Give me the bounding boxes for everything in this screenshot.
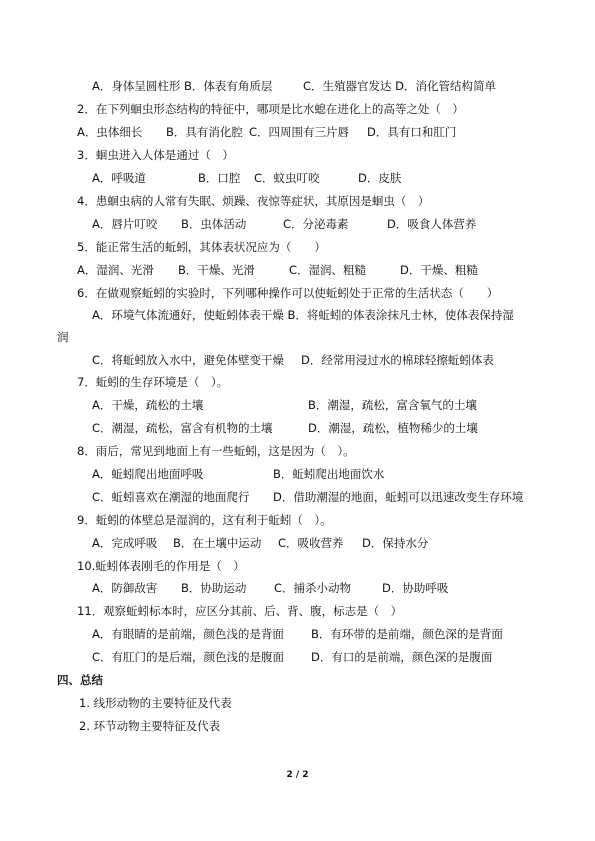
option-d: D．借助潮湿的地面，蚯蚓可以迅速改变生存环境: [273, 490, 524, 504]
q8-options-line-2: [92, 489, 524, 505]
q1-options-line: [92, 78, 497, 94]
question-text: 4．患蛔虫病的人常有失眠、烦躁、夜惊等症状，其原因是蛔虫（ ）: [77, 194, 430, 208]
option-c: C．潮湿，疏松，富含有机物的土壤: [92, 421, 273, 435]
summary-text: 1. 线形动物的主要特征及代表: [79, 696, 232, 710]
option-c: C．蚯蚓喜欢在潮湿的地面爬行: [92, 490, 250, 504]
option-a: A．虫体细长: [77, 125, 143, 139]
option-b: B．口腔: [198, 171, 241, 185]
question-3: [77, 147, 234, 163]
option-b: B．蚯蚓爬出地面饮水: [273, 467, 385, 481]
question-text: 8．雨后，常见到地面上有一些蚯蚓，这是因为（ ）。: [77, 444, 355, 458]
option-c: C．吸收营养: [278, 536, 344, 550]
option-b: B．在土壤中运动: [173, 536, 262, 550]
q5-options-line: [77, 262, 478, 278]
option-a: A．有眼睛的是前端，颜色浅的是背面: [92, 627, 284, 641]
section-heading-summary: [57, 672, 103, 688]
option-b: B．有环带的是前端，颜色深的是背面: [311, 627, 503, 641]
question-7: [77, 374, 228, 390]
question-text: 3．蛔虫进入人体是通过（ ）: [77, 148, 234, 162]
question-text: 7．蚯蚓的生存环境是（ ）。: [77, 375, 229, 389]
q11-options-line-2: [92, 649, 493, 665]
question-2: [77, 101, 464, 117]
option-c: C．捕杀小动物: [274, 581, 352, 595]
question-5: [77, 239, 326, 255]
option-b: B．潮湿，疏松，富含氧气的土壤: [308, 398, 477, 412]
q6-options-wrap: [57, 329, 69, 345]
option-d: D．协助呼吸: [382, 581, 449, 595]
option-ab: A．身体呈圆柱形 B．体表有角质层: [92, 79, 273, 93]
option-b: B．具有消化腔: [166, 125, 243, 139]
q7-options-line-2: [92, 420, 478, 436]
question-11: [77, 603, 402, 619]
question-text: 5．能正常生活的蚯蚓，其体表状况应为（ ）: [77, 240, 326, 254]
q6-options-line-2: [92, 352, 494, 368]
option-d: D．吸食人体营养: [387, 217, 477, 231]
question-text: 6．在做观察蚯蚓的实验时，下列哪种操作可以使蚯蚓处于正常的生活状态（ ）: [77, 286, 499, 300]
q3-options-line: [92, 170, 402, 186]
option-b: B．干燥、光滑: [178, 263, 255, 277]
summary-item-1: [79, 695, 232, 711]
option-d: D．经常用浸过水的棉球轻擦蚯蚓体表: [301, 353, 494, 367]
question-text: 9．蚯蚓的体壁总是湿润的，这有利于蚯蚓（ ）。: [77, 513, 332, 527]
option-a: A．完成呼吸: [92, 536, 158, 550]
option-d: D．皮肤: [358, 171, 402, 185]
question-8: [77, 443, 355, 459]
q11-options-line-1: [92, 626, 503, 642]
q4-options-line: [92, 216, 477, 232]
question-4: [77, 193, 429, 209]
summary-item-2: [79, 718, 220, 734]
question-6: [77, 285, 498, 301]
option-a: A．干燥，疏松的土壤: [92, 398, 204, 412]
option-c: C．湿润、粗糙: [289, 263, 367, 277]
question-text: 2．在下列蛔虫形态结构的特征中，哪项是比水螅在进化上的高等之处（ ）: [77, 102, 464, 116]
section-title: 四、总结: [57, 673, 103, 687]
question-text: 10.蚯蚓体表刚毛的作用是（ ）: [77, 559, 245, 573]
question-text: 11．观察蚯蚓标本时，应区分其前、后、背、腹，标志是（ ）: [77, 604, 403, 618]
option-cd: C．生殖器官发达 D．消化管结构简单: [303, 79, 497, 93]
q6-options-line-1: [92, 307, 514, 323]
q2-options-line: [77, 124, 457, 140]
option-c: C．分泌毒素: [283, 217, 349, 231]
option-d: D．干燥、粗糙: [400, 263, 478, 277]
option-c: C．蚊虫叮咬: [254, 171, 320, 185]
q9-options-line: [92, 535, 429, 551]
option-d: D．具有口和肛门: [367, 125, 457, 139]
option-a: A．防御敌害: [92, 581, 158, 595]
option-b: B．虫体活动: [181, 217, 247, 231]
option-d: D．潮湿，疏松，植物稀少的土壤: [308, 421, 478, 435]
option-a: A．呼吸道: [92, 171, 146, 185]
question-9: [77, 512, 332, 528]
option-c: C．四周围有三片唇: [249, 125, 350, 139]
option-b: B．协助运动: [181, 581, 247, 595]
q8-options-line-1: [92, 466, 385, 482]
option-a: A．蚯蚓爬出地面呼吸: [92, 467, 204, 481]
page-number: 2 / 2: [286, 770, 309, 780]
option-ab: A．环境气体流通好，使蚯蚓体表干燥 B．将蚯蚓的体表涂抹凡士林，使体表保持湿: [92, 308, 514, 322]
option-d: D．保持水分: [362, 536, 429, 550]
wrapped-text: 润: [57, 330, 69, 344]
summary-text: 2. 环节动物主要特征及代表: [79, 719, 221, 733]
option-d: D．有口的是前端，颜色深的是腹面: [311, 650, 493, 664]
q7-options-line-1: [92, 397, 477, 413]
option-c: C．有肛门的是后端，颜色浅的是腹面: [92, 650, 285, 664]
option-a: A．唇片叮咬: [92, 217, 158, 231]
option-c: C．将蚯蚓放入水中，避免体壁变干燥: [92, 353, 285, 367]
question-10: [77, 558, 245, 574]
option-a: A．湿润、光滑: [77, 263, 154, 277]
q10-options-line: [92, 580, 449, 596]
